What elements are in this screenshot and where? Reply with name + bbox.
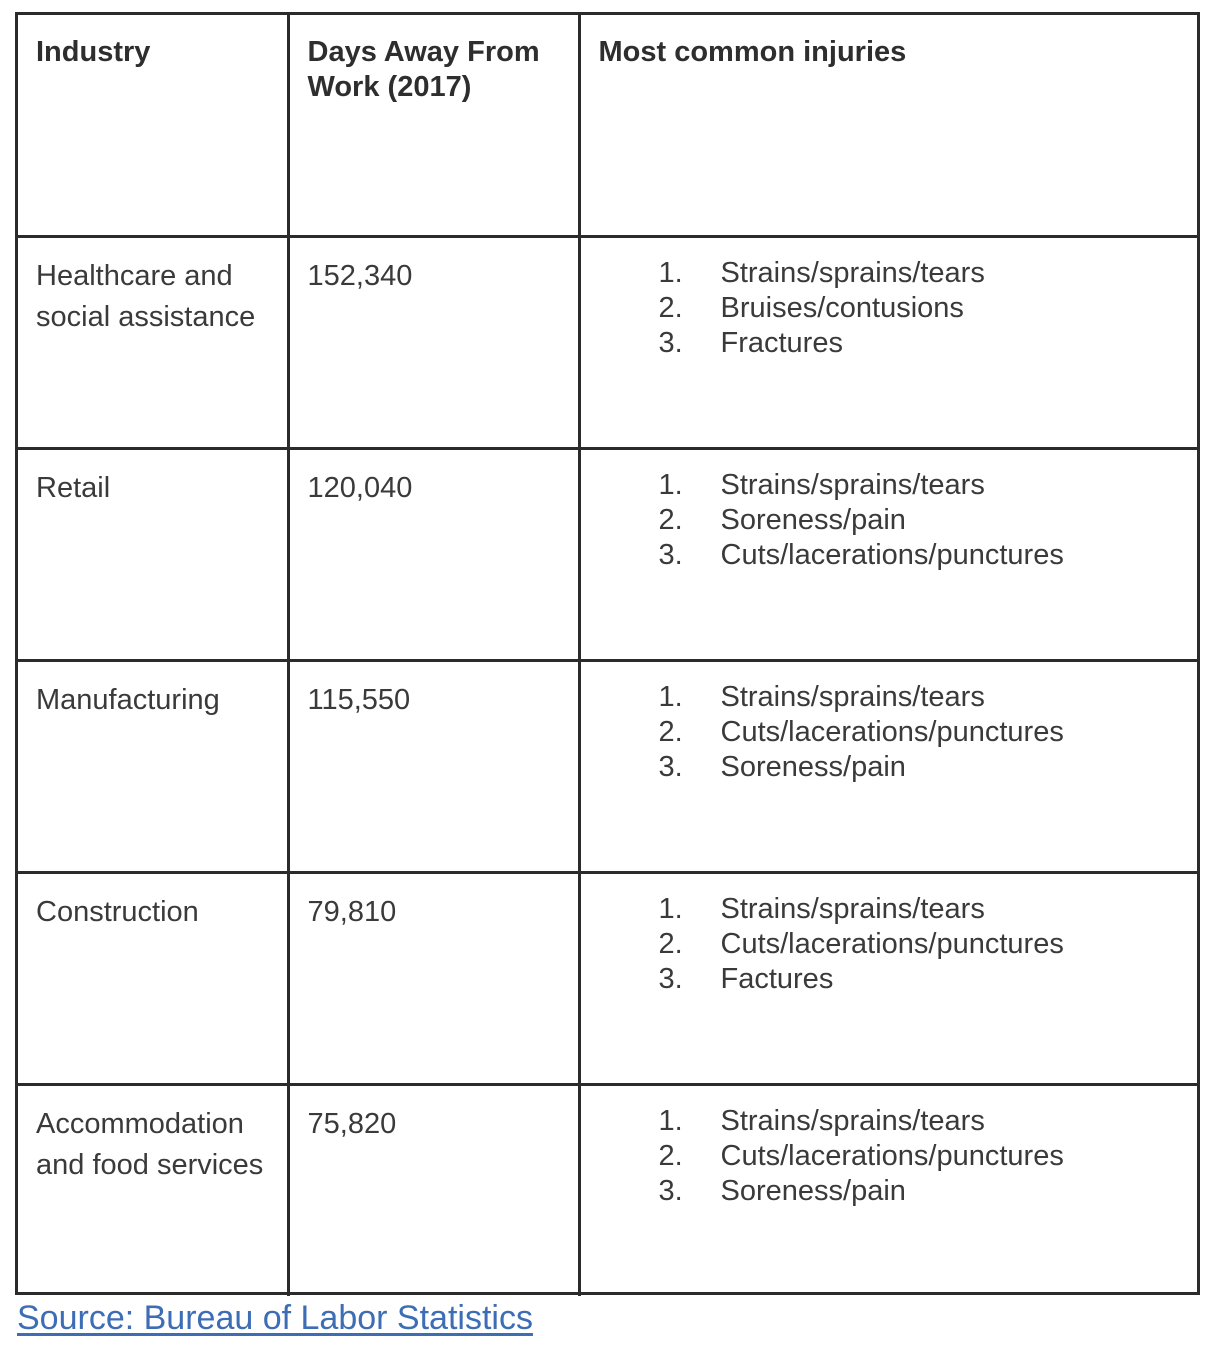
- industry-cell: Retail: [18, 448, 288, 660]
- days-cell: 120,040: [288, 448, 579, 660]
- injury-text: Factures: [720, 962, 834, 995]
- list-marker: 1.: [658, 1104, 683, 1137]
- injury-text: Cuts/lacerations/punctures: [720, 715, 1064, 748]
- injury-list: [581, 662, 1198, 785]
- days-cell: 79,810: [288, 872, 579, 1084]
- injury-text: Strains/sprains/tears: [720, 892, 985, 925]
- list-marker: 2.: [658, 715, 683, 748]
- list-item: [581, 680, 1198, 715]
- list-marker: 1.: [658, 892, 683, 925]
- injury-text: Cuts/lacerations/punctures: [720, 1139, 1064, 1172]
- injury-list: [581, 450, 1198, 573]
- header-days-away: Days Away From Work (2017): [288, 15, 579, 236]
- source-link[interactable]: Source: Bureau of Labor Statistics: [17, 1299, 533, 1337]
- list-item: [581, 892, 1198, 927]
- injury-list: [581, 238, 1198, 361]
- list-marker: 2.: [658, 503, 683, 536]
- industry-cell: Healthcare and social assistance: [18, 236, 288, 448]
- injuries-cell: [579, 1084, 1197, 1296]
- injury-text: Strains/sprains/tears: [720, 1104, 985, 1137]
- list-marker: 3.: [658, 326, 683, 359]
- list-item: [581, 927, 1198, 962]
- injuries-cell: [579, 660, 1197, 872]
- list-marker: 3.: [658, 962, 683, 995]
- list-marker: 1.: [658, 680, 683, 713]
- injuries-cell: [579, 872, 1197, 1084]
- injury-text: Cuts/lacerations/punctures: [720, 927, 1064, 960]
- injury-text: Bruises/contusions: [720, 291, 964, 324]
- list-marker: 2.: [658, 1139, 683, 1172]
- list-marker: 1.: [658, 468, 683, 501]
- injury-text: Fractures: [720, 326, 843, 359]
- list-marker: 3.: [658, 750, 683, 783]
- list-item: [581, 750, 1198, 785]
- list-item: [581, 538, 1198, 573]
- table-row: [18, 448, 1197, 660]
- list-marker: 2.: [658, 291, 683, 324]
- list-item: [581, 291, 1198, 326]
- injury-text: Cuts/lacerations/punctures: [720, 538, 1064, 571]
- injuries-cell: [579, 448, 1197, 660]
- list-item: [581, 326, 1198, 361]
- list-item: [581, 715, 1198, 750]
- days-cell: 75,820: [288, 1084, 579, 1296]
- injury-list: [581, 1086, 1198, 1209]
- table-row: [18, 1084, 1197, 1296]
- injury-text: Soreness/pain: [720, 750, 906, 783]
- list-marker: 2.: [658, 927, 683, 960]
- injury-text: Strains/sprains/tears: [720, 256, 985, 289]
- days-cell: 115,550: [288, 660, 579, 872]
- list-item: [581, 1139, 1198, 1174]
- list-item: [581, 503, 1198, 538]
- table-row: [18, 236, 1197, 448]
- list-marker: 3.: [658, 538, 683, 571]
- injury-text: Soreness/pain: [720, 1174, 906, 1207]
- header-industry: Industry: [18, 15, 288, 236]
- injury-table-container: [15, 12, 1200, 1295]
- days-cell: 152,340: [288, 236, 579, 448]
- table-row: [18, 872, 1197, 1084]
- list-item: [581, 1174, 1198, 1209]
- list-item: [581, 256, 1198, 291]
- industry-cell: Accommodation and food services: [18, 1084, 288, 1296]
- list-item: [581, 1104, 1198, 1139]
- header-common-injuries: Most common injuries: [579, 15, 1197, 236]
- table-row: [18, 660, 1197, 872]
- injury-text: Strains/sprains/tears: [720, 468, 985, 501]
- industry-cell: Manufacturing: [18, 660, 288, 872]
- table-header-row: [18, 15, 1197, 236]
- industry-cell: Construction: [18, 872, 288, 1084]
- injury-table: [18, 15, 1197, 1296]
- injuries-cell: [579, 236, 1197, 448]
- injury-text: Strains/sprains/tears: [720, 680, 985, 713]
- list-item: [581, 962, 1198, 997]
- list-marker: 1.: [658, 256, 683, 289]
- list-item: [581, 468, 1198, 503]
- injury-text: Soreness/pain: [720, 503, 906, 536]
- list-marker: 3.: [658, 1174, 683, 1207]
- injury-list: [581, 874, 1198, 997]
